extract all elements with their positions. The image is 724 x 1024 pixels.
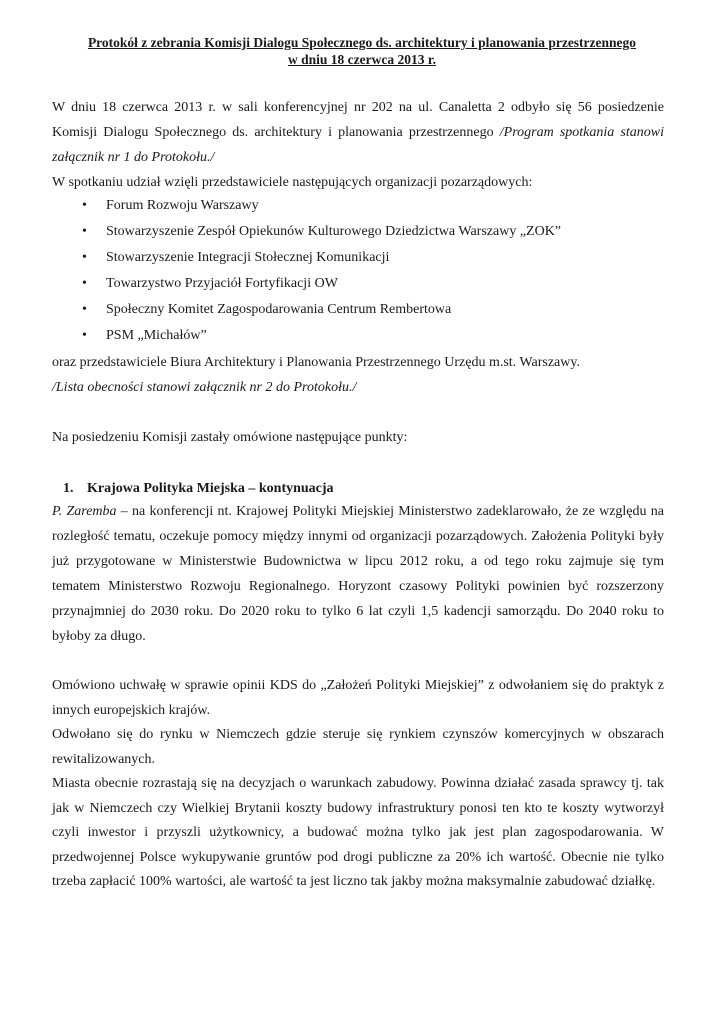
speaker-name: P. Zaremba [52, 504, 117, 519]
section-number: 1. [63, 481, 74, 496]
attendance-note: /Lista obecności stanowi załącznik nr 2 do Protokołu./ [52, 380, 357, 395]
list-item: • Towarzystwo Przyjaciół Fortyfikacji OW [82, 271, 561, 297]
intro-text: W dniu 18 czerwca 2013 r. w sali konferencyjnej nr 202 na ul. Canaletta 2 odbyło się 56 posiedzenie Komisji Dialogu Społecznego ds. architektury i planowania przestrzennego [52, 100, 664, 140]
list-item: • Forum Rozwoju Warszawy [82, 193, 561, 219]
program-note: /Program spotkania stanowi załącznik nr 1 do Protokołu./ [52, 125, 664, 165]
bullet-icon: • [82, 302, 87, 317]
intro-paragraph [52, 95, 664, 170]
bullet-icon: • [82, 198, 87, 213]
section-title: Krajowa Polityka Miejska – kontynuacja [87, 481, 334, 496]
bullet-icon: • [82, 276, 87, 291]
germany-paragraph: Odwołano się do rynku w Niemczech gdzie steruje się rynkiem czynszów komercyjnych w obszarach rewitalizowanych. [52, 727, 664, 767]
title-line-1: Protokół z zebrania Komisji Dialogu Społecznego ds. architektury i planowania przestrzennego [87, 35, 637, 50]
section-paragraph: P. Zaremba – na konferencji nt. Krajowej Polityki Miejskiej Ministerstwo zadeklarowało, że ze względu na rozległość tematu, oczekuje pomocy między innymi od organizacji pozarządowych. Założenia Polityki były już przygotowane w Ministerstwie Budownictwa w lipcu 2012 roku, a od tego roku zajmuje się tym tematem Ministerstwo Rozwoju Regionalnego. Horyzont czasowy Polityki powinien być rozszerzony przynajmniej do 2030 roku. Do 2020 roku to tylko 6 lat czyli 1,5 kadencji samorządu. Do 2040 roku to byłoby za długo. [52, 504, 664, 644]
agenda-intro: Na posiedzeniu Komisji zastały omówione następujące punkty: [52, 430, 408, 445]
list-item: • Społeczny Komitet Zagospodarowania Centrum Rembertowa [82, 297, 561, 323]
title-line-2: w dniu 18 czerwca 2013 r. [288, 52, 436, 67]
list-item: • Stowarzyszenie Zespół Opiekunów Kulturowego Dziedzictwa Warszawy „ZOK” [82, 219, 561, 245]
participants-lead: W spotkaniu udział wzięli przedstawiciele następujących organizacji pozarządowych: [52, 175, 533, 190]
organization-list [82, 193, 561, 349]
list-item: • PSM „Michałów” [82, 323, 561, 349]
list-item: • Stowarzyszenie Integracji Stołecznej Komunikacji [82, 245, 561, 271]
bullet-icon: • [82, 224, 87, 239]
section-heading [63, 479, 334, 499]
bullet-icon: • [82, 250, 87, 265]
resolution-paragraph: Omówiono uchwałę w sprawie opinii KDS do „Założeń Polityki Miejskiej” z odwołaniem się do praktyk z innych europejskich krajów. [52, 678, 664, 718]
document-title [40, 34, 684, 68]
office-line: oraz przedstawiciele Biura Architektury i Planowania Przestrzennego Urzędu m.st. Warszawy. [52, 355, 580, 370]
cities-paragraph: Miasta obecnie rozrastają się na decyzjach o warunkach zabudowy. Powinna działać zasada sprawcy tj. tak jak w Niemczech czy Wielkiej Brytanii koszty budowy infrastruktury ponosi ten kto te koszty wytworzył czyli inwestor i przyszli użytkownicy, a budować można tylko jak jest plan zagospodarowania. W przedwojennej Polsce wykupywanie gruntów pod drogi publiczne za 20% ich wartość. Obecnie nie tylko trzeba zapłacić 100% wartości, ale wartość ta jest liczno tak jakby można maksymalnie zabudować działkę. [52, 776, 664, 889]
bullet-icon: • [82, 328, 87, 343]
